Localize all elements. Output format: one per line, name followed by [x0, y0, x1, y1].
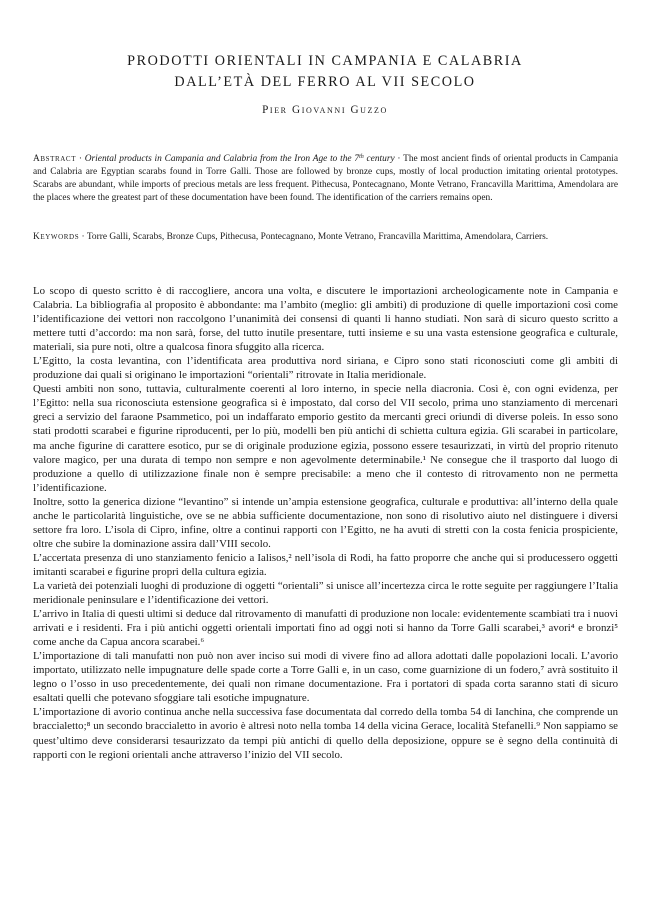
- paragraph: L’importazione di tali manufatti non può non aver inciso sui modi di vivere fino ad allora adottati dalle popolazioni locali. L’avorio importato, utilizzato nelle impugnature delle spade corte a Torre Galli e, in un caso, come guarnizione di un fodero,⁷ avrà sostituito il legno o l’osso in uso precedentemente, dei quali non rimane documentazione. Fra i portatori di spada corta saranno stati di sicuro esaltati quelli che potevano sfoggiare tali esotiche impugnature.: [33, 650, 618, 705]
- abstract: [33, 153, 618, 205]
- keywords: [33, 231, 618, 244]
- abstract-title-text: Oriental products in Campania and Calabria from the Iron Age to the 7: [84, 154, 360, 164]
- abstract-text: · The most ancient finds of oriental products in Campania and Calabria are Egyptian scarabs found in Torre Galli. Those are followed by bronze cups, mostly of local production imitating oriental prototypes. Scarabs are abundant, while imports of precious metals are less frequent. Pithecusa, Pontecagnano, Monte Vetrano, Francavilla Marittima, Amendolara are the places where the greatest part of these documentation have been found. The identification of the carriers remains open.: [33, 154, 619, 204]
- author-name: Pier Giovanni Guzzo: [262, 104, 388, 116]
- abstract-separator: ·: [76, 154, 85, 164]
- article-title-line-2: DALL’ETÀ DEL FERRO AL VII SECOLO: [174, 74, 476, 90]
- abstract-label: Abstract: [33, 154, 77, 164]
- article-body: [33, 284, 618, 762]
- abstract-title: [85, 154, 395, 164]
- paragraph: L’accertata presenza di uno stanziamento fenicio a Ialisos,² nell’isola di Rodi, ha fatto proporre che anche qui si producessero oggetti imitanti scarabei e figurine propri della cultura egizia.: [33, 551, 618, 578]
- paragraph: L’importazione di avorio continua anche nella successiva fase documentata dal corredo della tomba 54 di Ianchina, che comprende un braccialetto;⁸ un secondo braccialetto in avorio è altresì noto nella tomba 14 della vicina Gerace, località Stefanelli.⁹ Non sappiamo se quest’ultimo deve considerarsi tesaurizzato da tempi più antichi di quello della deposizione, oppure se è segno della continuità di rapporti con le regioni orientali anche attraverso l’inizio del VII secolo.: [33, 706, 618, 761]
- abstract-title-superscript: th: [359, 154, 364, 160]
- paragraph: Questi ambiti non sono, tuttavia, culturalmente coerenti al loro interno, in specie nella diacronia. Così è, con ogni evidenza, per l’Egitto: nella sua riconosciuta estensione geografica si è impostato, dal corso del VII secolo, prima uno stanziamento di mercenari greci a servizio del faraone Psammetico, poi un indaffarato emporio gestito da mercanti greci oriundi di diverse poleis. In esso sono stati prodotti scarabei e figurine riproducenti, per lo più, modelli ben più antichi di schietta cultura egizia. Gli scarabei in particolare, ma anche figurine di carattere esotico, pur se di originale produzione egizia, possono essere tesaurizzati, in virtù del proprio ritenuto valore magico, per una durata di tempo non sempre e non agevolmente determinabile.¹ Ne consegue che il trasporto dal luogo di produzione a quello di utilizzazione finale non è sempre precisabile: a meno che il contesto di ritrovamento non ne permetta l’identificazione.: [33, 383, 618, 494]
- paragraph: L’arrivo in Italia di questi ultimi si deduce dal ritrovamento di manufatti di produzione non locale: evidentemente scambiati tra i nuovi arrivati e i residenti. Fra i più antichi oggetti orientali importati fino ad oggi noti si hanno da Torre Galli scarabei,³ avori⁴ e bronzi⁵ come anche da Capua ancora scarabei.⁶: [33, 608, 618, 649]
- abstract-title-tail: century: [363, 154, 395, 164]
- keywords-label: Keywords: [33, 232, 80, 242]
- keywords-text: · Torre Galli, Scarabs, Bronze Cups, Pithecusa, Pontecagnano, Monte Vetrano, Francavilla Marittima, Amendolara, Carriers.: [79, 232, 549, 242]
- paragraph: Lo scopo di questo scritto è di raccogliere, ancora una volta, e discutere le importazioni archeologicamente note in Campania e Calabria. La bibliografia al proposito è abbondante: ma l’ambito (meglio: gli ambiti) di produzione di quelle importazioni così come l’identificazione dei vettori non raccolgono l’unanimità dei consensi di quanti li hanno studiati. Non sarà di sicuro questo scritto a mettere tutti d’accordo: ma non sarà, forse, del tutto inutile presentare, tutti insieme e su una vasta estensione geografica e culturale, materiali, sia pure noti, oltre a qualcosa finora sfuggito alla ricerca.: [33, 285, 618, 354]
- paragraph: L’Egitto, la costa levantina, con l’identificata area produttiva nord siriana, e Cipro sono stati riconosciuti come gli ambiti di produzione dai quali si originano le importazioni “orientali” ritrovate in Italia meridionale.: [33, 355, 618, 382]
- paragraph: Inoltre, sotto la generica dizione “levantino” si intende un’ampia estensione geografica, culturale e produttiva: all’interno della quale anche le particolarità linguistiche, ove se ne abbia sufficiente documentazione, non sono di risolutivo aiuto nel distinguere i diversi settore fra loro. L’isola di Cipro, infine, oltre a continui rapporti con l’Egitto, ne ha avuti di stretti con la costa fenicia prospiciente, oltre che subire la dominazione assira dall’VIII secolo.: [33, 495, 618, 550]
- paragraph: La varietà dei potenziali luoghi di produzione di oggetti “orientali” si unisce all’incertezza circa le rotte seguite per raggiungere l’Italia meridionale peninsulare e l’identificazione dei vettori.: [33, 579, 619, 607]
- article-title-line-1: PRODOTTI ORIENTALI IN CAMPANIA E CALABRIA: [127, 53, 523, 69]
